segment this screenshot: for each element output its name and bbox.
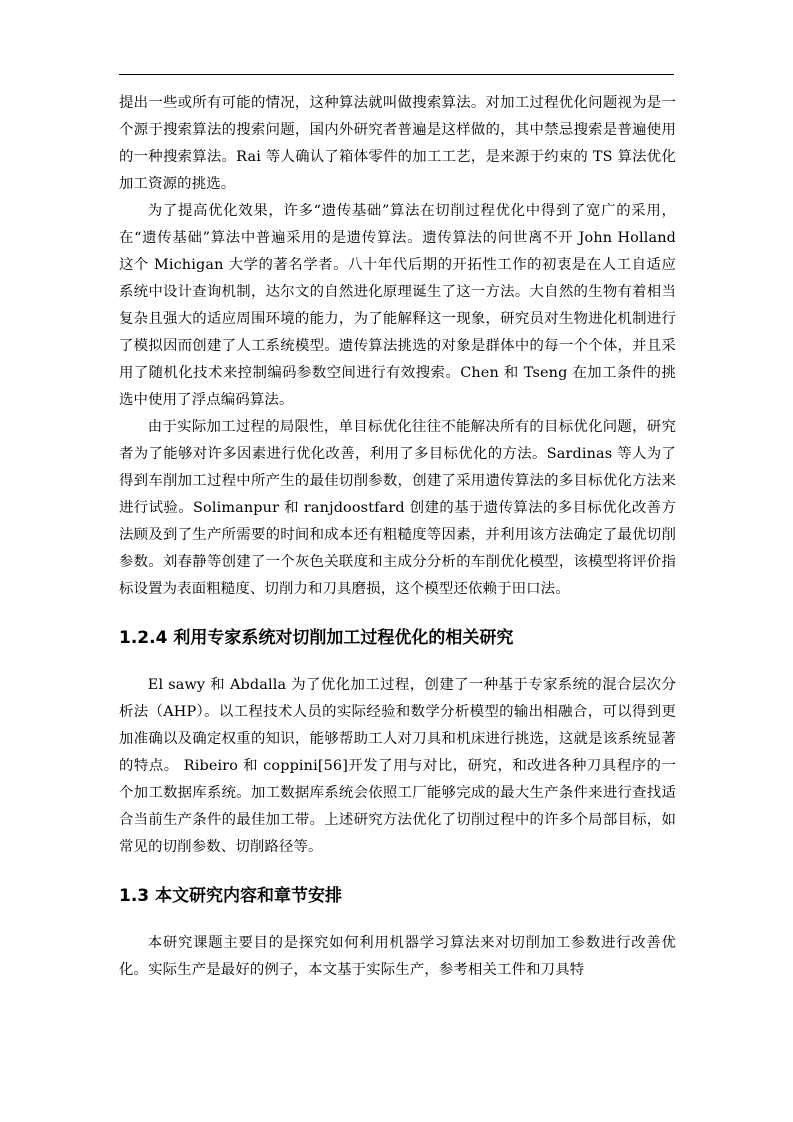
paragraph-research-content: 本研究课题主要目的是探究如何利用机器学习算法来对切削加工参数进行改善优化。实际生产是最好的例子，本文基于实际生产，参考相关工件和刀具特 — [119, 935, 676, 978]
paragraph-multi-objective: 由于实际加工过程的局限性，单目标优化往往不能解决所有的目标优化问题，研究者为了能够对许多因素进行优化改善，利用了多目标优化的方法。Sardinas 等人为了得到车削加工过程中所产生的最佳切削参数，创建了采用遗传算法的多目标优化方法来进行试验。Solimanpur 和 ranjdoostfard 创建的基于遗传算法的多目标优化改善方法顾及到了生产所需要的时间和成本还有粗糙度等因素，并利用该方法确定了最优切削参数。刘春静等创建了一个灰色关联度和主成分分析的车削优化模型，该模型将评价指标设置为表面粗糙度、切削力和刀具磨损，这个模型还依赖于田口法。 — [119, 419, 676, 597]
paragraph-search-algorithm: 提出一些或所有可能的情况，这种算法就叫做搜索算法。对加工过程优化问题视为是一个源于搜索算法的搜索问题，国内外研究者普遍是这样做的，其中禁忌搜索是普遍使用的一种搜索算法。Rai 等人确认了箱体零件的加工工艺，是来源于约束的 TS 算法优化加工资源的挑选。 — [119, 95, 676, 192]
paragraph-expert-system: El sawy 和 Abdalla 为了优化加工过程，创建了一种基于专家系统的混合层次分析法（AHP）。以工程技术人员的实际经验和数学分析模型的输出相融合，可以得到更加准确以及确定权重的知识，能够帮助工人对刀具和机床进行挑选，这就是该系统显著的特点。 Ribeiro 和 coppini[56]开发了用与对比，研究，和改进各种刀具程序的一个加工数据库系统。加工数据库系统会依照工厂能够完成的最大生产条件来进行查找适合当前生产条件的最佳加工带。上述研究方法优化了切削过程中的许多个局部目标，如常见的切削参数、切削路径等。 — [119, 677, 676, 855]
section-heading-1-2-4: 1.2.4 利用专家系统对切削加工过程优化的相关研究 — [119, 628, 514, 648]
spacer — [119, 652, 676, 672]
spacer — [119, 603, 676, 625]
header-rule — [119, 74, 674, 75]
section-heading-1-3: 1.3 本文研究内容和章节安排 — [119, 886, 343, 906]
spacer — [119, 910, 676, 930]
page-body — [119, 90, 676, 984]
paragraph-genetic-algorithm: 为了提高优化效果，许多“遗传基础”算法在切削过程优化中得到了宽广的采用，在“遗传基础”算法中普遍采用的是遗传算法。遗传算法的问世离不开 John Holland 这个 Michigan 大学的著名学者。八十年代后期的开拓性工作的初衷是在人工自适应系统中设计查询机制，达尔文的自然进化原理诞生了这一方法。大自然的生物有着相当复杂且强大的适应周围环境的能力，为了能解释这一现象，研究员对生物进化机制进行了模拟因而创建了人工系统模型。遗传算法挑选的对象是群体中的每一个个体，并且采用了随机化技术来控制编码参数空间进行有效搜索。Chen 和 Tseng 在加工条件的挑选中使用了浮点编码算法。 — [119, 203, 676, 408]
spacer — [119, 861, 676, 883]
